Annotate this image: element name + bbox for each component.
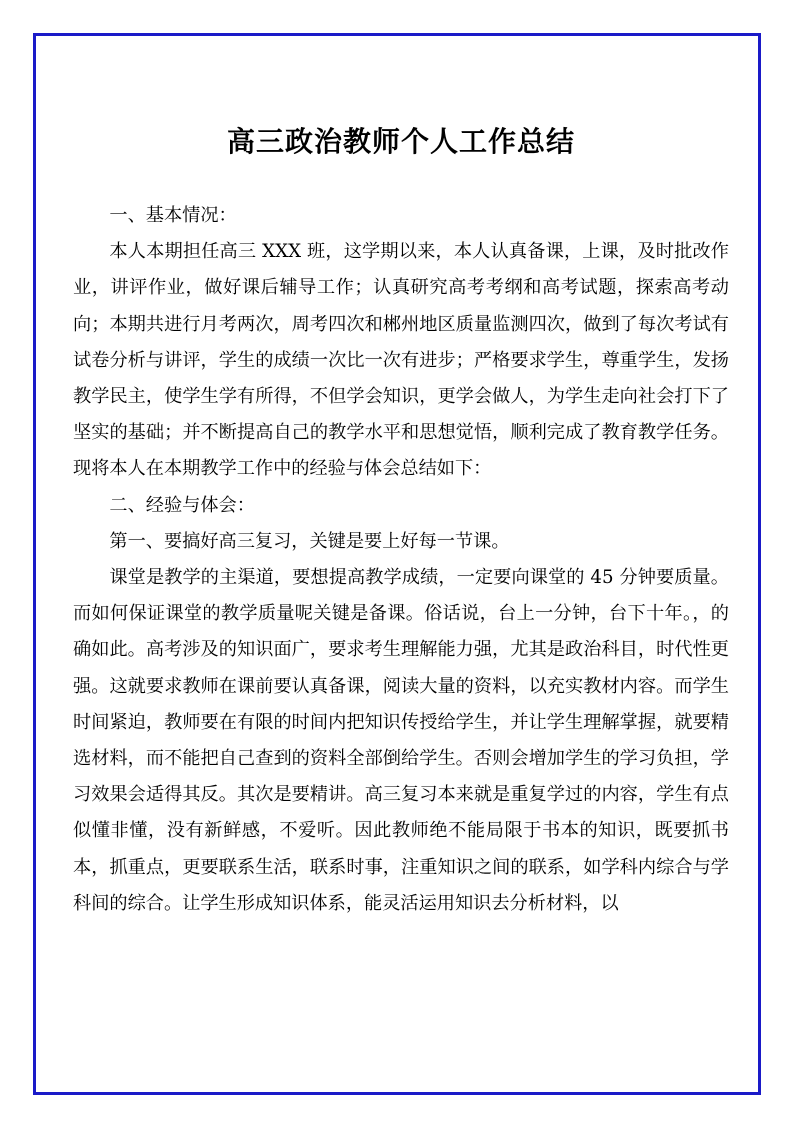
document-body (73, 198, 729, 922)
paragraph-first-point: 第一、要搞好高三复习，关键是要上好每一节课。 (109, 530, 510, 552)
section-heading-experience: 二、经验与体会： (109, 494, 255, 516)
document-title: 高三政治教师个人工作总结 (226, 125, 575, 158)
paragraph-basic-situation: 本人本期担任高三 XXX 班，这学期以来，本人认真备课，上课，及时批改作业，讲评作业，做好课后辅导工作；认真研究高考考纲和高考试题，探索高考动向；本期共进行月考两次，周考四次和郴州地区质量监测四次，做到了每次考试有试卷分析与讲评，学生的成绩一次比一次有进步；严格要求学生，尊重学生，发扬教学民主，使学生学有所得，不但学会知识，更学会做人，为学生走向社会打下了坚实的基础；并不断提高自己的教学水平和思想觉悟，顺利完成了教育教学任务。现将本人在本期教学工作中的经验与体会总结如下： (73, 241, 729, 480)
section-heading-basic-situation: 一、基本情况： (109, 205, 237, 226)
paragraph-classroom: 课堂是教学的主渠道，要想提高教学成绩，一定要向课堂的 45 分钟要质量。而如何保证课堂的教学质量呢关键是备课。俗话说，台上一分钟，台下十年。，的确如此。高考涉及的知识面广，要求考生理解能力强，尤其是政治科目，时代性更强。这就要求教师在课前要认真备课，阅读大量的资料，以充实教材内容。而学生时间紧迫，教师要在有限的时间内把知识传授给学生，并让学生理解掌握，就要精选材料，而不能把自己查到的资料全部倒给学生。否则会增加学生的学习负担，学习效果会适得其反。其次是要精讲。高三复习本来就是重复学过的内容，学生有点似懂非懂，没有新鲜感，不爱听。因此教师绝不能局限于书本的知识，既要抓书本，抓重点，更要联系生活，联系时事，注重知识之间的联系，如学科内综合与学科间的综合。让学生形成知识体系，能灵活运用知识去分析材料，以 (73, 567, 729, 914)
